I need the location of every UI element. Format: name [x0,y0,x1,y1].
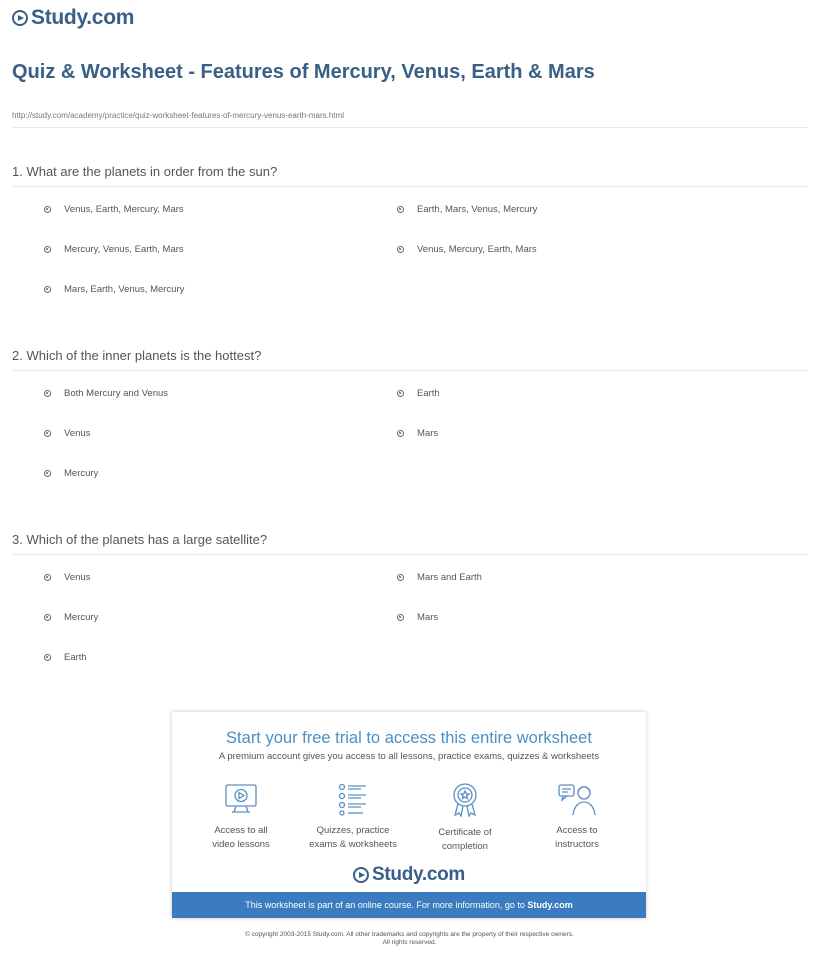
answer-option[interactable] [44,204,184,215]
quiz-list-icon [335,782,371,816]
feature-label: completion [442,841,488,852]
option-label: Earth [417,388,440,399]
banner-text: This worksheet is part of an online course. For more information, go to [245,900,528,910]
answer-option[interactable] [397,572,482,583]
question-text: 3. Which of the planets has a large satellite? [12,532,268,547]
answer-option[interactable] [44,428,90,439]
question-text: 2. Which of the inner planets is the hottest? [12,348,262,363]
answer-option[interactable] [397,612,438,623]
answer-option[interactable] [44,284,184,295]
info-banner [172,892,646,918]
answer-option[interactable] [44,468,98,479]
play-circle-icon [12,10,28,26]
feature-label: instructors [555,839,599,850]
cta-subtitle: A premium account gives you access to all lessons, practice exams, quizzes & worksheets [218,751,600,762]
feature-label: Access to [556,825,598,836]
radio-icon[interactable] [44,286,51,293]
radio-icon[interactable] [44,470,51,477]
page-url: http://study.com/academy/practice/quiz-worksheet-features-of-mercury-venus-earth-mars.html [12,111,344,120]
banner-link[interactable]: Study.com [527,900,573,910]
radio-icon[interactable] [397,430,404,437]
video-lesson-icon [223,782,259,816]
option-label: Venus [64,428,91,439]
option-label: Venus, Earth, Mercury, Mars [64,204,184,215]
answer-option[interactable] [397,244,537,255]
feature-label: Quizzes, practice [316,825,390,836]
question-2 [12,348,808,371]
option-label: Venus [64,572,91,583]
radio-icon[interactable] [44,430,51,437]
divider [12,554,808,555]
logo-text: Study.com [371,864,465,885]
feature-label: exams & worksheets [309,839,397,850]
feature-instructors [522,782,632,852]
feature-label: Access to all [214,825,268,836]
answer-option[interactable] [44,388,168,399]
certificate-icon [447,782,483,818]
question-3 [12,532,808,555]
option-label: Earth, Mars, Venus, Mercury [417,204,538,215]
radio-icon[interactable] [397,246,404,253]
copyright [0,931,819,947]
radio-icon[interactable] [397,614,404,621]
radio-icon[interactable] [44,246,51,253]
instructor-icon [557,782,597,816]
divider [12,370,808,371]
option-label: Venus, Mercury, Earth, Mars [417,244,537,255]
question-1 [12,164,808,187]
option-label: Both Mercury and Venus [64,388,169,399]
page-title: Quiz & Worksheet - Features of Mercury, Venus, Earth & Mars [12,61,595,83]
radio-icon[interactable] [397,390,404,397]
answer-option[interactable] [397,428,438,439]
option-label: Mars [417,428,439,439]
answer-option[interactable] [44,572,90,583]
copyright-line: All rights reserved. [382,939,437,946]
option-label: Earth [64,652,87,663]
answer-option[interactable] [44,652,87,663]
option-label: Mars [417,612,439,623]
feature-certificate [410,782,520,854]
radio-icon[interactable] [44,390,51,397]
radio-icon[interactable] [397,206,404,213]
logo-text: Study.com [31,6,135,29]
radio-icon[interactable] [397,574,404,581]
radio-icon[interactable] [44,206,51,213]
study-logo-cta[interactable] [172,864,646,886]
answer-option[interactable] [44,612,98,623]
option-label: Mars and Earth [417,572,482,583]
feature-label: video lessons [212,839,270,850]
feature-video-lessons [186,782,296,852]
study-logo[interactable] [12,6,134,30]
option-label: Mercury, Venus, Earth, Mars [64,244,184,255]
play-circle-icon [353,867,369,883]
option-label: Mercury [64,468,99,479]
feature-quizzes [298,782,408,852]
question-text: 1. What are the planets in order from the sun? [12,164,278,179]
divider [12,127,808,128]
answer-option[interactable] [397,388,440,399]
divider [12,186,808,187]
answer-option[interactable] [397,204,537,215]
option-label: Mercury [64,612,99,623]
copyright-line: © copyright 2003-2015 Study.com. All other trademarks and copyrights are the property of their respective owners. [245,931,574,938]
free-trial-box [172,712,646,918]
feature-label: Certificate of [438,827,492,838]
radio-icon[interactable] [44,614,51,621]
radio-icon[interactable] [44,574,51,581]
option-label: Mars, Earth, Venus, Mercury [64,284,185,295]
answer-option[interactable] [44,244,184,255]
radio-icon[interactable] [44,654,51,661]
cta-title[interactable]: Start your free trial to access this entire worksheet [226,729,592,747]
